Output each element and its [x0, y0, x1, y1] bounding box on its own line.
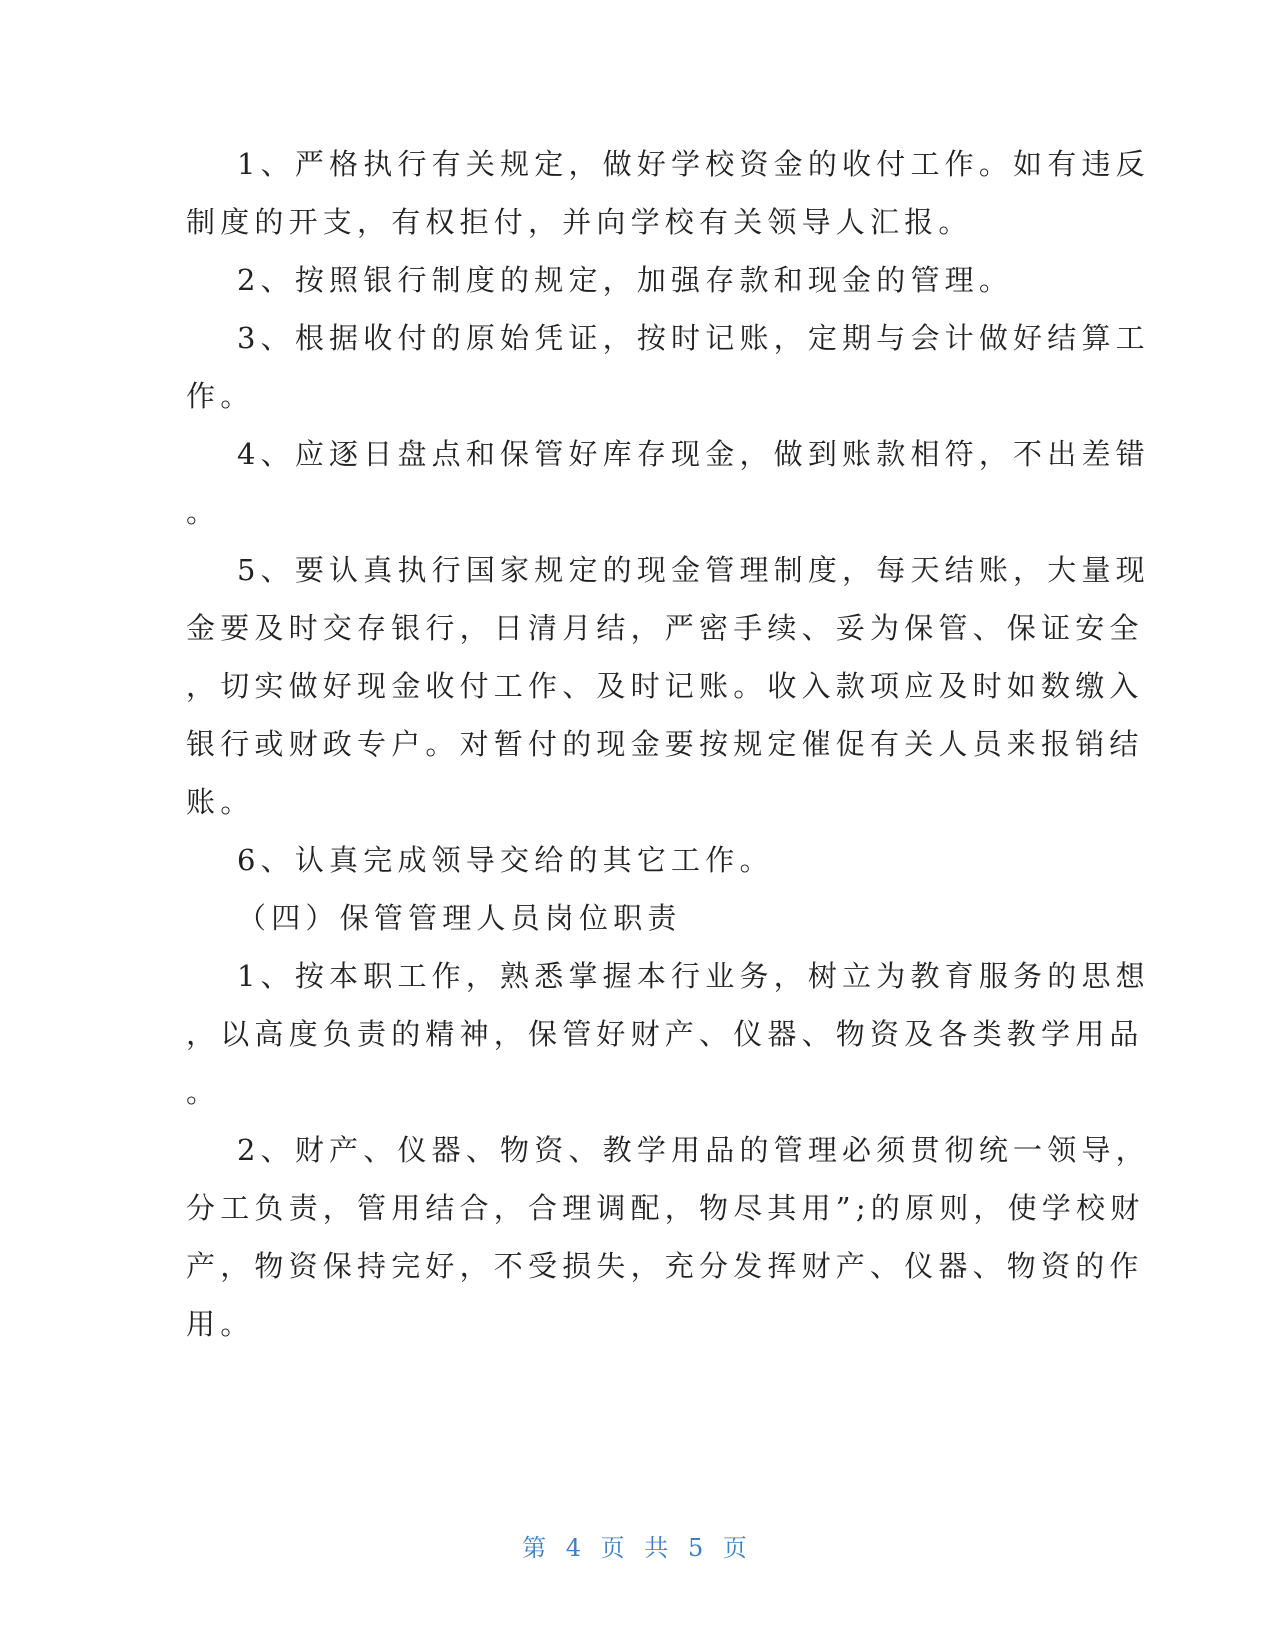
paragraph-5-line-5: 账。 [186, 785, 255, 819]
paragraph-8-line-4: 用。 [186, 1307, 255, 1341]
paragraph-7-line-1: 1、按本职工作，熟悉掌握本行业务，树立为教育服务的思想 [237, 959, 1150, 993]
paragraph-5-line-3: ，切实做好现金收付工作、及时记账。收入款项应及时如数缴入 [186, 669, 1144, 703]
paragraph-7-line-3: 。 [186, 1075, 221, 1109]
paragraph-7-line-2: ，以高度负责的精神，保管好财产、仪器、物资及各类教学用品 [186, 1017, 1144, 1051]
paragraph-8-line-3: 产，物资保持完好，不受损失，充分发挥财产、仪器、物资的作 [186, 1249, 1144, 1283]
paragraph-3-line-2: 作。 [186, 379, 255, 413]
page-footer [0, 1528, 1275, 1563]
paragraph-4-line-1: 4、应逐日盘点和保管好库存现金，做到账款相符，不出差错 [237, 437, 1150, 471]
paragraph-1-line-1: 1、严格执行有关规定，做好学校资金的收付工作。如有违反 [237, 147, 1150, 181]
paragraph-5-line-4: 银行或财政专户。对暂付的现金要按规定催促有关人员来报销结 [186, 727, 1144, 761]
section-heading: （四）保管管理人员岗位职责 [237, 901, 682, 935]
paragraph-2-line-1: 2、按照银行制度的规定，加强存款和现金的管理。 [237, 263, 1014, 297]
paragraph-4-line-2: 。 [186, 495, 221, 529]
paragraph-5-line-2: 金要及时交存银行，日清月结，严密手续、妥为保管、保证安全 [186, 611, 1144, 645]
paragraph-8-line-2: 分工负责，管用结合，合理调配，物尽其用”;的原则，使学校财 [186, 1191, 1145, 1225]
paragraph-8-line-1: 2、财产、仪器、物资、教学用品的管理必须贯彻统一领导， [237, 1133, 1150, 1167]
paragraph-5-line-1: 5、要认真执行国家规定的现金管理制度，每天结账，大量现 [237, 553, 1150, 587]
paragraph-6-line-1: 6、认真完成领导交给的其它工作。 [237, 843, 774, 877]
paragraph-3-line-1: 3、根据收付的原始凭证，按时记账，定期与会计做好结算工 [237, 321, 1150, 355]
page-number-label: 第 4 页 共 5 页 [522, 1534, 753, 1562]
paragraph-1-line-2: 制度的开支，有权拒付，并向学校有关领导人汇报。 [186, 205, 973, 239]
